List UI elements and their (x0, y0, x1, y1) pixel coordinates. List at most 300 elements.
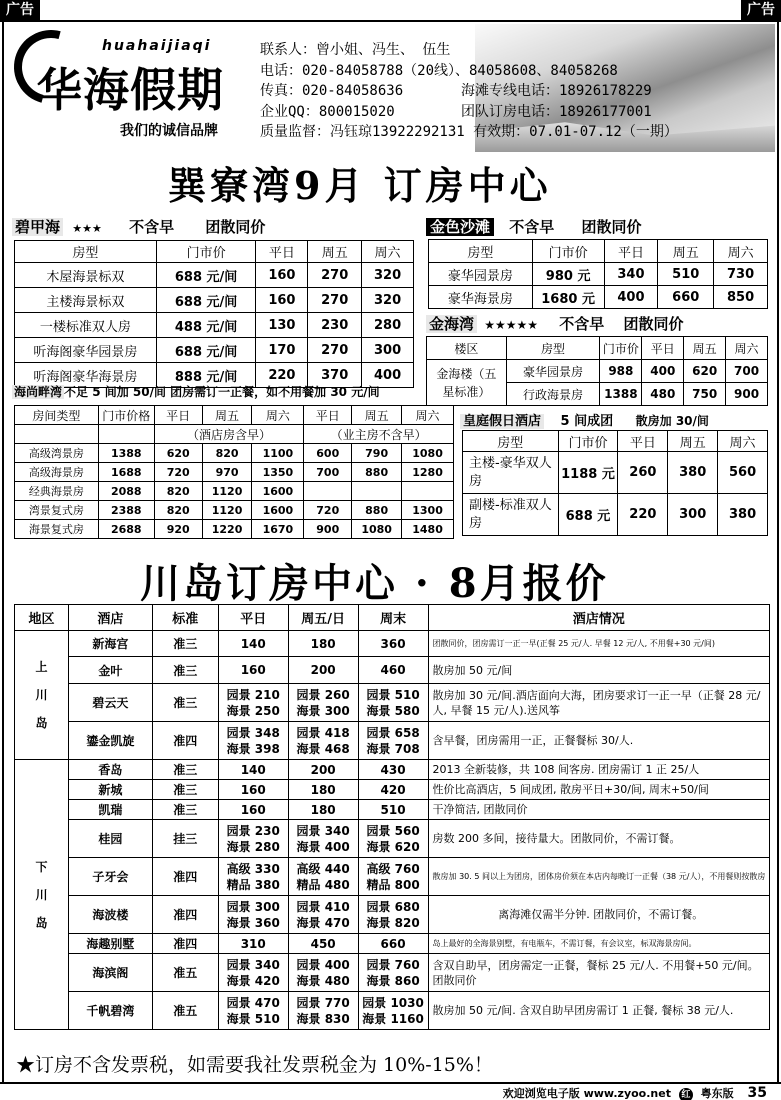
header-cell: 门市价格 (98, 406, 154, 425)
header-cell: 门市价 (600, 337, 642, 360)
hotel-standard: 准三 (152, 800, 218, 820)
table-row (15, 992, 770, 1030)
price-weekday: 高级 330 精品 380 (218, 858, 288, 896)
price-friday: 370 (308, 363, 362, 388)
price-saturday: 560 (718, 452, 768, 494)
header-cell: 门市价 (532, 240, 604, 263)
jinhaiwan-stars: ★★★★★ (484, 318, 539, 332)
hotel-note: 2013 全新装修，共 108 间客房. 团房需订 1 正 25/人 (428, 760, 769, 780)
price-friday: 180 (288, 631, 358, 657)
hotel-standard: 准四 (152, 896, 218, 934)
price-weekday: 170 (256, 338, 308, 363)
price-weekend: 660 (358, 934, 428, 954)
price-cell: 900 (304, 520, 352, 539)
price-cell: 1120 (202, 501, 252, 520)
price-weekend: 460 (358, 657, 428, 684)
price-weekend: 园景 560 海景 620 (358, 820, 428, 858)
header-cell: 平日 (154, 406, 202, 425)
table-row (427, 360, 768, 383)
rack-rate: 2688 (98, 520, 154, 539)
price-weekday: 220 (256, 363, 308, 388)
price-weekend: 420 (358, 780, 428, 800)
hotel-name: 海趣别墅 (68, 934, 152, 954)
price-cell: 700 (304, 463, 352, 482)
price-friday: 300 (668, 494, 718, 536)
rack-rate: 980 元 (532, 263, 604, 286)
hotel-name: 金叶 (68, 657, 152, 684)
hotel-note: 房数 200 多间，接待量大。团散同价，不需订餐。 (428, 820, 769, 858)
header-cell: 周六 (718, 431, 768, 452)
room-type: 豪华海景房 (429, 286, 533, 309)
chuandao-table (14, 604, 770, 1030)
page-number: 35 (747, 1085, 767, 1100)
price-friday: 230 (308, 313, 362, 338)
price-cell: 1220 (202, 520, 252, 539)
price-cell: 600 (304, 444, 352, 463)
header-cell: 周五 (202, 406, 252, 425)
hotel-name: 鎏金凯旋 (68, 722, 152, 760)
table-row (15, 444, 454, 463)
hotel-standard: 准三 (152, 631, 218, 657)
price-saturday: 320 (362, 263, 414, 288)
room-type: 听海阁豪华园景房 (15, 338, 157, 363)
price-cell: 1350 (252, 463, 304, 482)
contact-fax: 传真：020-84058636 (260, 83, 404, 99)
header-cell: 平日 (618, 431, 668, 452)
header-cell: 平日 (642, 337, 684, 360)
logo-chinese: 华海假期 (36, 63, 224, 117)
price-cell: 1080 (352, 520, 402, 539)
price-weekend: 360 (358, 631, 428, 657)
jinseshatan-table (428, 239, 768, 309)
price-cell: 1600 (252, 501, 304, 520)
price-weekend: 园景 1030 海景 1160 (358, 992, 428, 1030)
rack-rate: 988 (600, 360, 642, 383)
price-weekend: 园景 658 海景 708 (358, 722, 428, 760)
jinseshatan-tag1: 不含早 (509, 218, 555, 236)
price-friday: 180 (288, 780, 358, 800)
jinhaiwan-tag2: 团散同价 (623, 315, 684, 333)
header-cell: 周五 (658, 240, 714, 263)
header-cell: 门市价 (558, 431, 618, 452)
logo-english: huahaijiaqi (102, 38, 212, 54)
price-weekday: 340 (604, 263, 658, 286)
header-cell: 周五 (668, 431, 718, 452)
bijiahai-title (12, 216, 265, 237)
header-cell: 房型 (15, 241, 157, 263)
header-cell: 房型 (463, 431, 559, 452)
huangting-tag2: 散房加 30/间 (635, 414, 709, 428)
header-cell: 房型 (506, 337, 600, 360)
price-saturday: 320 (362, 288, 414, 313)
table-header (427, 337, 768, 360)
table-row (429, 263, 768, 286)
contact-beach-line: 海滩专线电话：18926178229 (461, 83, 652, 99)
room-type: 主楼-豪华双人房 (463, 452, 559, 494)
header-cell: 平日 (256, 241, 308, 263)
contact-quality: 质量监督：冯钰琼13922292131 有效期：07.01-07.12（一期） (260, 124, 678, 140)
chuandao-title: 川岛订房中心 · 8月报价 (140, 560, 609, 607)
table-row (15, 463, 454, 482)
price-weekday: 160 (218, 780, 288, 800)
rack-rate: 688 元/间 (156, 263, 256, 288)
ad-label-left: 广告 (0, 0, 40, 20)
hotel-note: 散房加 30. 5 间以上为团房，团体房价须在本店内每晚订一正餐（38 元/人），不用餐则按散房 (428, 858, 769, 896)
price-friday: 200 (288, 657, 358, 684)
table-subheader (15, 425, 454, 444)
price-weekday: 园景 348 海景 398 (218, 722, 288, 760)
table-row (15, 313, 414, 338)
price-friday: 450 (288, 934, 358, 954)
huangting-title (460, 410, 709, 429)
price-saturday: 730 (714, 263, 768, 286)
price-saturday: 380 (718, 494, 768, 536)
jinhaiwan-table (426, 336, 768, 406)
hotel-note: 岛上最好的全海景别墅，有电瓶车，不需订餐，有会议室，标双海景房间。 (428, 934, 769, 954)
logo (8, 28, 253, 146)
price-weekday: 园景 340 海景 420 (218, 954, 288, 992)
price-cell: 820 (202, 444, 252, 463)
price-cell: 880 (352, 501, 402, 520)
room-type: 海景复式房 (15, 520, 99, 539)
room-type: 行政海景房 (506, 383, 600, 406)
price-weekend: 430 (358, 760, 428, 780)
room-type: 听海阁豪华海景房 (15, 363, 157, 388)
building-name: 金海楼（五星标准） (427, 360, 507, 406)
hotel-standard: 准五 (152, 954, 218, 992)
table-header (15, 406, 454, 425)
contact-qq: 企业QQ：800015020 (260, 103, 395, 120)
jinhaiwan-name: 金海湾 (426, 315, 477, 333)
table-row (15, 338, 414, 363)
table-row (15, 657, 770, 684)
table-row (15, 631, 770, 657)
price-weekday: 园景 470 海景 510 (218, 992, 288, 1030)
price-friday: 园景 340 海景 400 (288, 820, 358, 858)
price-cell: 1300 (402, 501, 454, 520)
price-weekday: 400 (642, 360, 684, 383)
price-friday: 园景 410 海景 470 (288, 896, 358, 934)
header-cell: 周六 (714, 240, 768, 263)
price-weekday: 160 (256, 263, 308, 288)
rack-rate: 1388 (98, 444, 154, 463)
hotel-standard: 准五 (152, 992, 218, 1030)
rack-rate: 1388 (600, 383, 642, 406)
price-cell: 820 (154, 482, 202, 501)
price-cell: 1670 (252, 520, 304, 539)
price-cell: 1120 (202, 482, 252, 501)
contact-people: 联系人：曾小姐、冯生、 伍生 (260, 42, 451, 58)
table-row (429, 286, 768, 309)
price-weekday: 260 (618, 452, 668, 494)
rack-rate: 1188 元 (558, 452, 618, 494)
price-cell: 790 (352, 444, 402, 463)
header-cell: 房型 (429, 240, 533, 263)
haishangpan-table (14, 405, 454, 539)
rack-rate: 1688 (98, 463, 154, 482)
hotel-note: 散房加 30 元/间.酒店面向大海，团房要求订一正一早（正餐 28 元/人, 早餐 15 元/人).送风筝 (428, 684, 769, 722)
header-cell: 平日 (218, 605, 288, 631)
room-type: 一楼标准双人房 (15, 313, 157, 338)
price-cell: 880 (352, 463, 402, 482)
table-header (463, 431, 768, 452)
price-friday: 620 (684, 360, 726, 383)
hotel-standard: 准三 (152, 657, 218, 684)
price-weekday: 220 (618, 494, 668, 536)
price-friday: 380 (668, 452, 718, 494)
top-rule (0, 20, 781, 22)
price-cell (402, 482, 454, 501)
hotel-name: 香岛 (68, 760, 152, 780)
hotel-standard: 准三 (152, 760, 218, 780)
rack-rate: 888 元/间 (156, 363, 256, 388)
header-cell: 酒店情况 (428, 605, 769, 631)
header-cell: 标准 (152, 605, 218, 631)
jinseshatan-name: 金色沙滩 (426, 218, 494, 236)
rack-rate: 488 元/间 (156, 313, 256, 338)
price-weekday: 130 (256, 313, 308, 338)
hotel-note: 含双自助早，团房需定一正餐，餐标 25 元/人. 不用餐+50 元/间。团散同价 (428, 954, 769, 992)
table-row (15, 896, 770, 934)
hotel-note: 干净简洁, 团散同价 (428, 800, 769, 820)
table-header (15, 605, 770, 631)
footer-rule (0, 1082, 781, 1084)
hotel-name: 千帆碧湾 (68, 992, 152, 1030)
header-cell: 周五 (684, 337, 726, 360)
hotel-name: 新海宫 (68, 631, 152, 657)
haishangpan-rules: 不足 5 间加 50/间 团房需订一正餐，如不用餐加 30 元/间 (64, 385, 380, 399)
table-row (15, 501, 454, 520)
hotel-standard: 准四 (152, 722, 218, 760)
hotel-name: 海波楼 (68, 896, 152, 934)
hotel-note: 散房加 50 元/间. 含双自助早团房需订 1 正餐, 餐标 38 元/人. (428, 992, 769, 1030)
left-rule (2, 20, 4, 1082)
table-row (15, 722, 770, 760)
price-friday: 园景 770 海景 830 (288, 992, 358, 1030)
region-label: 下川岛 (35, 859, 48, 930)
price-weekday: 140 (218, 631, 288, 657)
huangting-table (462, 430, 768, 536)
table-row (15, 520, 454, 539)
price-cell: 720 (304, 501, 352, 520)
hotel-name: 海滨阁 (68, 954, 152, 992)
price-weekday: 园景 210 海景 250 (218, 684, 288, 722)
rack-rate: 688 元/间 (156, 288, 256, 313)
header-cell: 周六 (362, 241, 414, 263)
room-type: 豪华园景房 (429, 263, 533, 286)
rack-rate: 688 元 (558, 494, 618, 536)
price-friday: 270 (308, 288, 362, 313)
hotel-name: 新城 (68, 780, 152, 800)
room-type: 副楼-标准双人房 (463, 494, 559, 536)
price-cell: 920 (154, 520, 202, 539)
price-weekday: 480 (642, 383, 684, 406)
price-weekend: 510 (358, 800, 428, 820)
header-cell: 周六 (252, 406, 304, 425)
price-weekday: 400 (604, 286, 658, 309)
table-row (15, 288, 414, 313)
room-type: 经典海景房 (15, 482, 99, 501)
rack-rate: 1680 元 (532, 286, 604, 309)
price-friday: 750 (684, 383, 726, 406)
hotel-standard: 准三 (152, 684, 218, 722)
table-row (15, 684, 770, 722)
price-friday: 510 (658, 263, 714, 286)
header-cell: 楼区 (427, 337, 507, 360)
room-type: 木屋海景标双 (15, 263, 157, 288)
table-row (15, 263, 414, 288)
price-cell (304, 482, 352, 501)
table-header (429, 240, 768, 263)
hotel-standard: 准三 (152, 780, 218, 800)
haishangpan-title (12, 383, 380, 400)
price-saturday: 400 (362, 363, 414, 388)
bijiahai-tag2: 团散同价 (205, 218, 266, 236)
header-cell: 门市价 (156, 241, 256, 263)
price-saturday: 850 (714, 286, 768, 309)
price-cell: 1480 (402, 520, 454, 539)
price-friday: 园景 260 海景 300 (288, 684, 358, 722)
edition-label: 粤东版 (700, 1087, 734, 1100)
room-type: 高级湾景房 (15, 444, 99, 463)
price-saturday: 900 (726, 383, 768, 406)
price-cell: 1080 (402, 444, 454, 463)
region-lower (15, 760, 69, 1030)
page-footer (503, 1085, 767, 1100)
price-weekday: 140 (218, 760, 288, 780)
price-weekday: 160 (256, 288, 308, 313)
table-header (15, 241, 414, 263)
table-row (15, 820, 770, 858)
hotel-standard: 挂三 (152, 820, 218, 858)
table-row (15, 780, 770, 800)
price-weekend: 园景 760 海景 860 (358, 954, 428, 992)
header-cell: 周五 (308, 241, 362, 263)
price-cell: 820 (154, 501, 202, 520)
table-row (15, 482, 454, 501)
red-badge-icon: 红 (679, 1088, 693, 1100)
header-cell: 平日 (604, 240, 658, 263)
hotel-note: 离海滩仅需半分钟. 团散同价，不需订餐。 (428, 896, 769, 934)
hotel-standard: 准四 (152, 858, 218, 896)
header-cell: 周六 (726, 337, 768, 360)
header-cell: 房间类型 (15, 406, 99, 425)
price-friday: 660 (658, 286, 714, 309)
jinhaiwan-tag1: 不含早 (559, 315, 605, 333)
hotel-name: 子牙会 (68, 858, 152, 896)
logo-slogan: 我们的诚信品牌 (120, 123, 218, 139)
price-friday: 270 (308, 263, 362, 288)
website-text: 欢迎浏览电子版 www.zyoo.net (502, 1087, 671, 1100)
price-saturday: 280 (362, 313, 414, 338)
price-friday: 园景 400 海景 480 (288, 954, 358, 992)
contact-phone: 电话：020-84058788（20线）、84058608、84058268 (260, 62, 618, 79)
table-row (15, 800, 770, 820)
price-friday: 180 (288, 800, 358, 820)
room-type: 高级海景房 (15, 463, 99, 482)
owner-room-note: （业主房不含早） (304, 425, 454, 444)
price-saturday: 700 (726, 360, 768, 383)
rack-rate: 2388 (98, 501, 154, 520)
jinseshatan-tag2: 团散同价 (581, 218, 642, 236)
price-weekday: 园景 230 海景 280 (218, 820, 288, 858)
jinhaiwan-title (426, 313, 684, 334)
bijiahai-tag1: 不含早 (129, 218, 175, 236)
room-type: 主楼海景标双 (15, 288, 157, 313)
price-friday: 270 (308, 338, 362, 363)
hotel-name: 凯瑞 (68, 800, 152, 820)
price-saturday: 300 (362, 338, 414, 363)
header-cell: 平日 (304, 406, 352, 425)
ad-label-right: 广告 (741, 0, 781, 20)
hotel-name: 桂园 (68, 820, 152, 858)
price-weekday: 园景 300 海景 360 (218, 896, 288, 934)
hotel-standard: 准四 (152, 934, 218, 954)
bijiahai-name: 碧甲海 (12, 218, 63, 236)
header-cell: 周六 (402, 406, 454, 425)
rack-rate: 2088 (98, 482, 154, 501)
hotel-room-note: （酒店房含早） (154, 425, 304, 444)
header-cell: 周五 (352, 406, 402, 425)
header-cell: 周五/日 (288, 605, 358, 631)
haishangpan-name: 海尚畔湾 (14, 385, 63, 399)
table-row (15, 760, 770, 780)
hotel-note: 性价比高酒店，5 间成团, 散房平日+30/间, 周末+50/间 (428, 780, 769, 800)
region-upper (15, 631, 69, 760)
bijiahai-stars: ★★★ (72, 222, 102, 235)
table-row (15, 858, 770, 896)
price-friday: 园景 418 海景 468 (288, 722, 358, 760)
region-label: 上川岛 (35, 660, 48, 730)
price-cell: 720 (154, 463, 202, 482)
header-cell: 酒店 (68, 605, 152, 631)
price-weekday: 160 (218, 657, 288, 684)
price-cell: 1100 (252, 444, 304, 463)
invoice-tax-note: ★订房不含发票税，如需要我社发票税金为 10%-15%！ (16, 1054, 493, 1076)
table-row (15, 954, 770, 992)
price-cell: 1600 (252, 482, 304, 501)
contact-group-line: 团队订房电话：18926177001 (461, 103, 652, 120)
hotel-note: 散房加 50 元/间 (428, 657, 769, 684)
xunliaowan-title: 巽寮湾9月 订房中心 (168, 163, 552, 208)
jinseshatan-title (426, 216, 642, 237)
table-row (15, 934, 770, 954)
rack-rate: 688 元/间 (156, 338, 256, 363)
price-cell: 620 (154, 444, 202, 463)
huangting-name: 皇庭假日酒店 (460, 414, 544, 429)
table-row (463, 452, 768, 494)
contact-info (260, 40, 678, 143)
price-weekday: 310 (218, 934, 288, 954)
bijiahai-table (14, 240, 414, 388)
header (8, 24, 775, 152)
price-weekend: 高级 760 精品 800 (358, 858, 428, 896)
room-type: 豪华园景房 (506, 360, 600, 383)
header-cell: 周末 (358, 605, 428, 631)
price-friday: 高级 440 精品 480 (288, 858, 358, 896)
price-weekend: 园景 510 海景 580 (358, 684, 428, 722)
header-cell: 地区 (15, 605, 69, 631)
table-row (463, 494, 768, 536)
price-cell (352, 482, 402, 501)
price-cell: 1280 (402, 463, 454, 482)
price-weekday: 160 (218, 800, 288, 820)
price-friday: 200 (288, 760, 358, 780)
huangting-tag1: 5 间成团 (560, 414, 614, 429)
hotel-note: 含早餐，团房需用一正，正餐餐标 30/人. (428, 722, 769, 760)
room-type: 湾景复式房 (15, 501, 99, 520)
price-weekend: 园景 680 海景 820 (358, 896, 428, 934)
